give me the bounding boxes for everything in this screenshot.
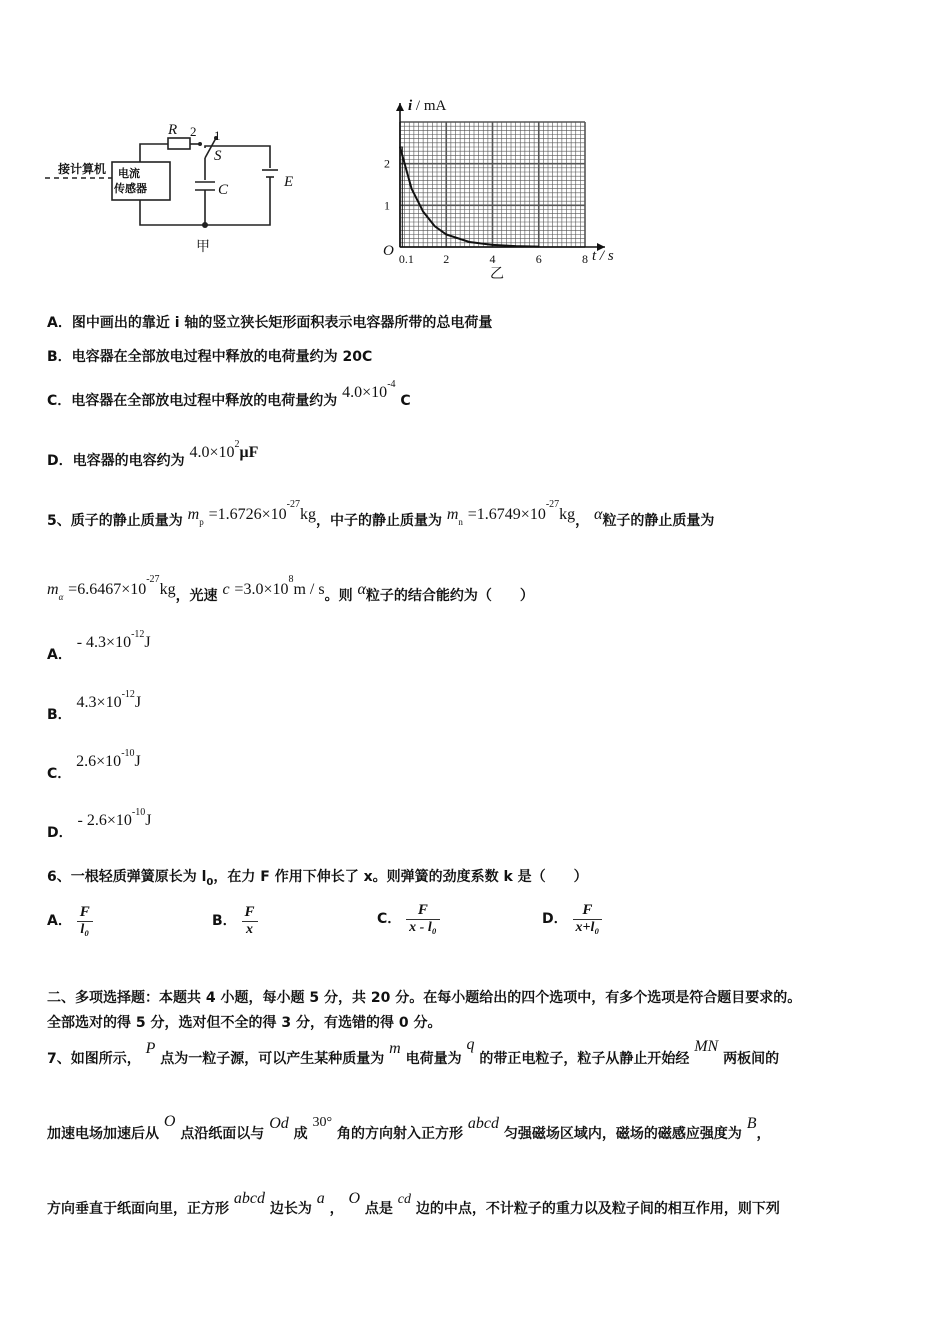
symbol-abcd: abcd (233, 1190, 265, 1207)
curve-point (469, 241, 471, 243)
fraction-den: x+l₀ (575, 920, 600, 935)
chart-xlabel: t / s (592, 248, 614, 264)
q6-text-1: 6、一根轻质弹簧原长为 l (47, 869, 207, 885)
option-exp: -12 (121, 689, 135, 701)
q7-text: 7、如图所示， (47, 1051, 141, 1067)
option-value: 2.6×10 (76, 753, 122, 770)
fraction-den: x (246, 922, 254, 937)
fraction-num: F (77, 904, 93, 922)
option-value: - 4.3×10 (76, 634, 132, 651)
q7-text: 的带正电粒子，粒子从静止开始经 (479, 1051, 690, 1067)
q7-text: 边的中点，不计粒子的重力以及粒子间的相互作用，则下列 (415, 1201, 780, 1217)
q4-option-d (47, 439, 259, 470)
symbol-O: O (163, 1113, 176, 1130)
q7-line2 (47, 1113, 771, 1143)
c-symbol: c (222, 581, 230, 598)
q7-text: 点沿纸面以与 (180, 1126, 265, 1142)
math-exp: -4 (387, 379, 396, 391)
q6-sub: 0 (206, 876, 214, 888)
q7-text: 电荷量为 (405, 1051, 462, 1067)
option-letter: B． (47, 349, 72, 365)
symbol-q: q (466, 1036, 475, 1053)
circuit-diagram (40, 120, 310, 265)
option-letter: A． (47, 647, 72, 663)
q5-option-d (47, 807, 152, 841)
label-sensor-2: 传感器 (114, 182, 147, 195)
curve-point (411, 188, 413, 190)
q5-option-c (47, 748, 141, 782)
option-unit: J (145, 812, 152, 829)
option-letter: C． (47, 766, 72, 782)
option-value: - 2.6×10 (77, 812, 132, 829)
q7-text: 加速电场加速后从 (47, 1126, 159, 1142)
ma-symbol: m (47, 581, 59, 598)
x-tick-label: 6 (535, 252, 542, 266)
unit: μF (239, 444, 259, 461)
mn-unit: kg (559, 506, 576, 523)
y-axis-arrow (396, 103, 404, 111)
math-value: 4.0×10 (189, 444, 235, 461)
x-tick-label: 4 (489, 252, 496, 266)
ma-value: =6.6467×10 (68, 581, 147, 598)
x-tick-label: 8 (582, 252, 588, 266)
alpha-symbol: α (594, 506, 603, 523)
q7-text: 匀强磁场区域内，磁场的磁感应强度为 (503, 1126, 742, 1142)
option-letter: D． (542, 911, 568, 927)
q5-text-1: 5、质子的静止质量为 (47, 513, 183, 529)
chart-grid (400, 122, 585, 247)
mp-unit: kg (299, 506, 316, 523)
math-value: 4.0×10 (342, 384, 388, 401)
symbol-30deg: 30° (312, 1115, 333, 1130)
option-text: 电容器在全部放电过程中释放的电荷量约为 20C (71, 349, 373, 365)
x-tick-label: 2 (443, 252, 450, 266)
option-letter: A． (47, 315, 72, 331)
y-tick-label: 2 (384, 156, 390, 171)
alpha-symbol-2: α (357, 581, 366, 598)
label-computer: 接计算机 (58, 162, 107, 176)
option-unit: J (134, 753, 141, 770)
resistor-R (168, 138, 190, 149)
fraction (406, 902, 439, 936)
q6-stem (47, 866, 588, 888)
fraction-den: l₀ (80, 922, 90, 937)
option-letter: C． (47, 393, 72, 409)
mn-sub: n (458, 516, 463, 527)
option-text: 图中画出的靠近 i 轴的竖立狭长矩形面积表示电容器所带的总电荷量 (71, 315, 493, 331)
c-unit: m / s (293, 581, 325, 598)
chart-ylabel: i / mA (408, 98, 447, 114)
symbol-P: P (145, 1040, 156, 1057)
fraction-num: F (573, 902, 603, 920)
option-letter: D． (47, 825, 73, 841)
option-value: 4.3×10 (76, 694, 122, 711)
q6-text-2: ，在力 F 作用下伸长了 x。则弹簧的劲度系数 k 是（ ） (213, 869, 588, 885)
q5-option-b (47, 689, 142, 723)
ma-sub: α (58, 591, 64, 602)
symbol-cd: cd (397, 1192, 412, 1207)
q7-text: 点是 (364, 1201, 393, 1217)
mp-sub: p (199, 516, 204, 527)
fraction (77, 904, 93, 938)
q5-text-6: 。则 (324, 588, 353, 604)
option-text: 电容器的电容约为 (72, 453, 185, 469)
discharge-chart (375, 95, 625, 280)
q5-option-a (47, 629, 151, 663)
caption-jia: 甲 (196, 239, 210, 255)
caption-yi: 乙 (490, 266, 504, 282)
option-letter: B． (212, 913, 237, 929)
section2-line1: 二、多项选择题：本题共 4 小题，每小题 5 分，共 20 分。在每小题给出的四个选项中，有多个选项是符合题目要求的。 (47, 990, 802, 1006)
q6-option-c (377, 902, 440, 936)
junction-dot (202, 222, 208, 228)
option-unit: J (144, 634, 151, 651)
symbol-a: a (316, 1190, 325, 1207)
label-R: R (168, 122, 178, 138)
section2-line2: 全部选对的得 5 分，选对但不全的得 3 分，有选错的得 0 分。 (47, 1015, 442, 1031)
q7-text: 两板间的 (723, 1051, 780, 1067)
label-sensor-1: 电流 (118, 167, 140, 180)
x-tick-label: 0.1 (398, 252, 414, 266)
q5-text-4: 粒子的静止质量为 (602, 513, 715, 529)
q7-text: 方向垂直于纸面向里，正方形 (47, 1201, 229, 1217)
fraction-num: F (242, 904, 258, 922)
mp-value: =1.6726×10 (208, 506, 287, 523)
q7-text: 点为一粒子源，可以产生某种质量为 (160, 1051, 385, 1067)
unit: C (400, 393, 411, 409)
math-exp: 2 (234, 439, 240, 451)
q4-option-b (47, 346, 372, 366)
symbol-MN: MN (694, 1038, 719, 1055)
q5-text-5: ，光速 (175, 588, 218, 604)
curve-point (515, 245, 517, 247)
q7-text: ， (756, 1126, 771, 1142)
q6-option-d (542, 902, 602, 936)
option-text: 电容器在全部放电过程中释放的电荷量约为 (71, 393, 338, 409)
ma-unit: kg (159, 581, 176, 598)
option-letter: C． (377, 911, 402, 927)
option-unit: J (134, 694, 142, 711)
q5-text-3: ， (575, 513, 590, 529)
label-1: 1 (214, 128, 221, 143)
q7-line3 (47, 1190, 780, 1218)
mn-value: =1.6749×10 (467, 506, 546, 523)
label-2: 2 (190, 124, 197, 139)
curve-point (422, 211, 424, 213)
q5-stem-line2 (47, 574, 534, 606)
curve-point (492, 244, 494, 246)
curve-point (445, 234, 447, 236)
option-letter: A． (47, 913, 72, 929)
q5-stem-line1 (47, 499, 715, 531)
q4-option-c (47, 379, 411, 410)
option-letter: B． (47, 707, 72, 723)
mp-symbol: m (187, 506, 200, 523)
symbol-Od: Od (269, 1115, 289, 1132)
fraction-den: x - l₀ (409, 920, 437, 935)
c-value: =3.0×10 (234, 581, 289, 598)
wire-top-left (140, 144, 168, 162)
symbol-m: m (389, 1040, 401, 1057)
ma-exp: -27 (146, 574, 160, 586)
mn-symbol: m (446, 506, 459, 523)
symbol-abcd: abcd (467, 1115, 499, 1132)
q7-text: 边长为 (269, 1201, 312, 1217)
q6-option-a (47, 904, 93, 938)
c-exp: 8 (288, 574, 294, 586)
contact-dot-2 (198, 142, 202, 146)
chart-origin: O (383, 243, 394, 259)
q7-text: 角的方向射入正方形 (336, 1126, 463, 1142)
fraction (242, 904, 258, 938)
fraction-num: F (406, 902, 439, 920)
curve-point (538, 246, 540, 248)
option-letter: D． (47, 453, 73, 469)
label-E: E (284, 174, 294, 190)
mp-exp: -27 (286, 499, 300, 511)
q5-text-2: ，中子的静止质量为 (315, 513, 442, 529)
q7-text: 成 (293, 1126, 308, 1142)
q7-text: ， (329, 1201, 344, 1217)
symbol-B: B (746, 1115, 757, 1132)
q7-line1 (47, 1036, 780, 1068)
mn-exp: -27 (545, 499, 560, 511)
curve-point (434, 225, 436, 227)
q4-option-a (47, 312, 492, 332)
option-exp: -10 (121, 748, 135, 760)
label-C: C (218, 182, 229, 198)
fraction (573, 902, 603, 936)
option-exp: -12 (131, 629, 145, 641)
q5-text-7: 粒子的结合能约为（ ） (365, 588, 534, 604)
y-tick-label: 1 (384, 198, 390, 213)
option-exp: -10 (131, 807, 146, 819)
symbol-O: O (348, 1190, 361, 1207)
q6-option-b (212, 904, 258, 938)
label-S: S (214, 148, 222, 164)
